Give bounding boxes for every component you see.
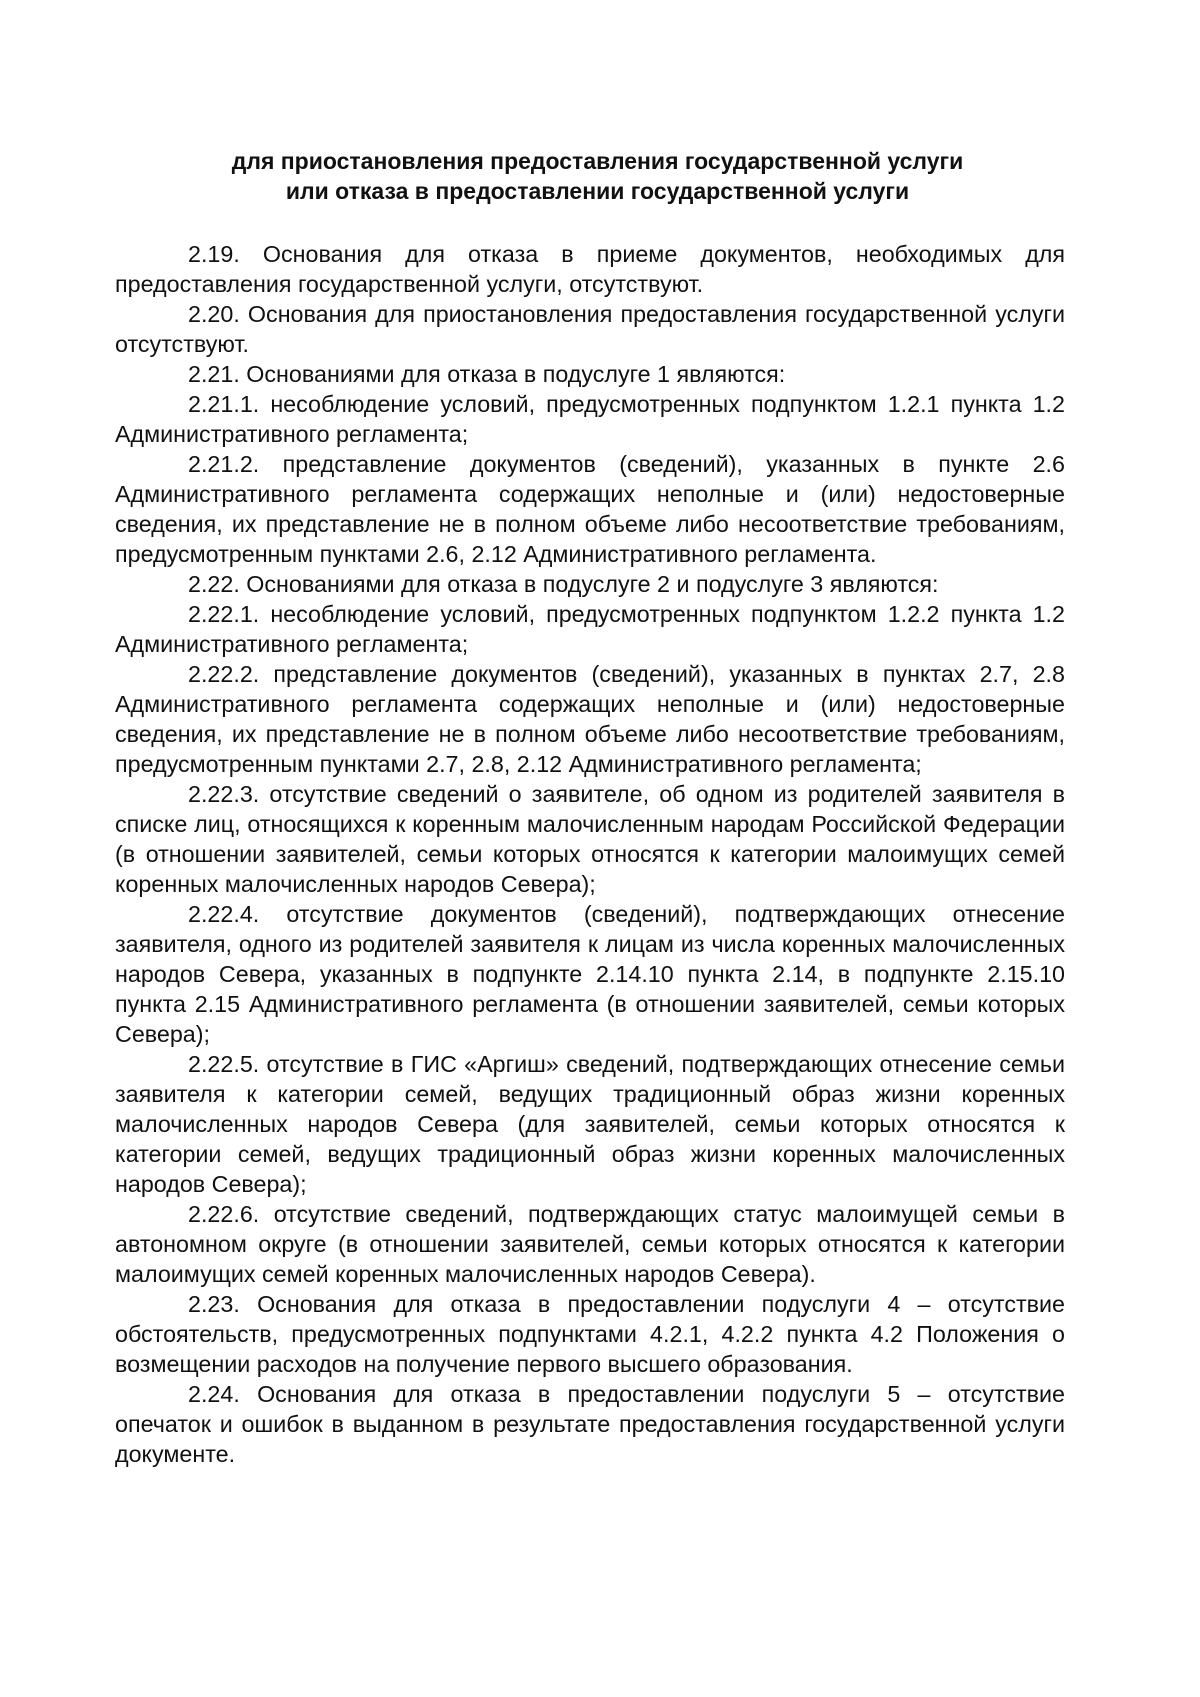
paragraph-2-21: 2.21. Основаниями для отказа в подуслуге 1 являются: xyxy=(188,361,786,387)
heading-line-1: для приостановления предоставления государственной услуги xyxy=(231,148,964,174)
paragraph-2-22-2: 2.22.2. представление документов (сведений), указанных в пунктах 2.7, 2.8 Административного регламента содержащих неполные и (или) недостоверные сведения, их представление не в полном объеме либо несоответствие требованиям, предусмотренным пунктами 2.7, 2.8, 2.12 Административного регламента; xyxy=(115,661,1065,777)
paragraph-2-22-5: 2.22.5. отсутствие в ГИС «Аргиш» сведений, подтверждающих отнесение семьи заявителя к категории семей, ведущих традиционный образ жизни коренных малочисленных народов Севера (для заявителей, семьи которых относятся к категории семей, ведущих традиционный образ жизни коренных малочисленных народов Севера); xyxy=(115,1051,1065,1197)
paragraph-2-22-6: 2.22.6. отсутствие сведений, подтверждающих статус малоимущей семьи в автономном округе (в отношении заявителей, семьи которых относятся к категории малоимущих семей коренных малочисленных народов Севера). xyxy=(115,1201,1065,1287)
paragraph-2-19: 2.19. Основания для отказа в приеме документов, необходимых для предоставления государственной услуги, отсутствуют. xyxy=(115,241,1065,297)
document-body xyxy=(115,239,1065,1469)
paragraph-2-22-3: 2.22.3. отсутствие сведений о заявителе, об одном из родителей заявителя в списке лиц, относящихся к коренным малочисленным народам Российской Федерации (в отношении заявителей, семьи которых относятся к категории малоимущих семей коренных малочисленных народов Севера); xyxy=(115,781,1065,897)
paragraph-2-20: 2.20. Основания для приостановления предоставления государственной услуги отсутствуют. xyxy=(115,301,1065,357)
paragraph-2-23: 2.23. Основания для отказа в предоставлении подуслуги 4 – отсутствие обстоятельств, предусмотренных подпунктами 4.2.1, 4.2.2 пункта 4.2 Положения о возмещении расходов на получение первого высшего образования. xyxy=(115,1291,1065,1377)
paragraph-2-21-2: 2.21.2. представление документов (сведений), указанных в пункте 2.6 Административного регламента содержащих неполные и (или) недостоверные сведения, их представление не в полном объеме либо несоответствие требованиям, предусмотренным пунктами 2.6, 2.12 Административного регламента. xyxy=(115,451,1065,567)
section-heading xyxy=(115,146,1080,206)
heading-line-2: или отказа в предоставлении государственной услуги xyxy=(285,178,910,204)
paragraph-2-22-1: 2.22.1. несоблюдение условий, предусмотренных подпунктом 1.2.2 пункта 1.2 Административного регламента; xyxy=(115,601,1065,657)
paragraph-2-24: 2.24. Основания для отказа в предоставлении подуслуги 5 – отсутствие опечаток и ошибок в выданном в результате предоставления государственной услуги документе. xyxy=(115,1381,1065,1467)
paragraph-2-22: 2.22. Основаниями для отказа в подуслуге 2 и подуслуге 3 являются: xyxy=(188,571,939,597)
paragraph-2-21-1: 2.21.1. несоблюдение условий, предусмотренных подпунктом 1.2.1 пункта 1.2 Административного регламента; xyxy=(115,391,1065,447)
paragraph-2-22-4: 2.22.4. отсутствие документов (сведений), подтверждающих отнесение заявителя, одного из родителей заявителя к лицам из числа коренных малочисленных народов Севера, указанных в подпункте 2.14.10 пункта 2.14, в подпункте 2.15.10 пункта 2.15 Административного регламента (в отношении заявителей, семьи которых Севера); xyxy=(115,901,1065,1047)
